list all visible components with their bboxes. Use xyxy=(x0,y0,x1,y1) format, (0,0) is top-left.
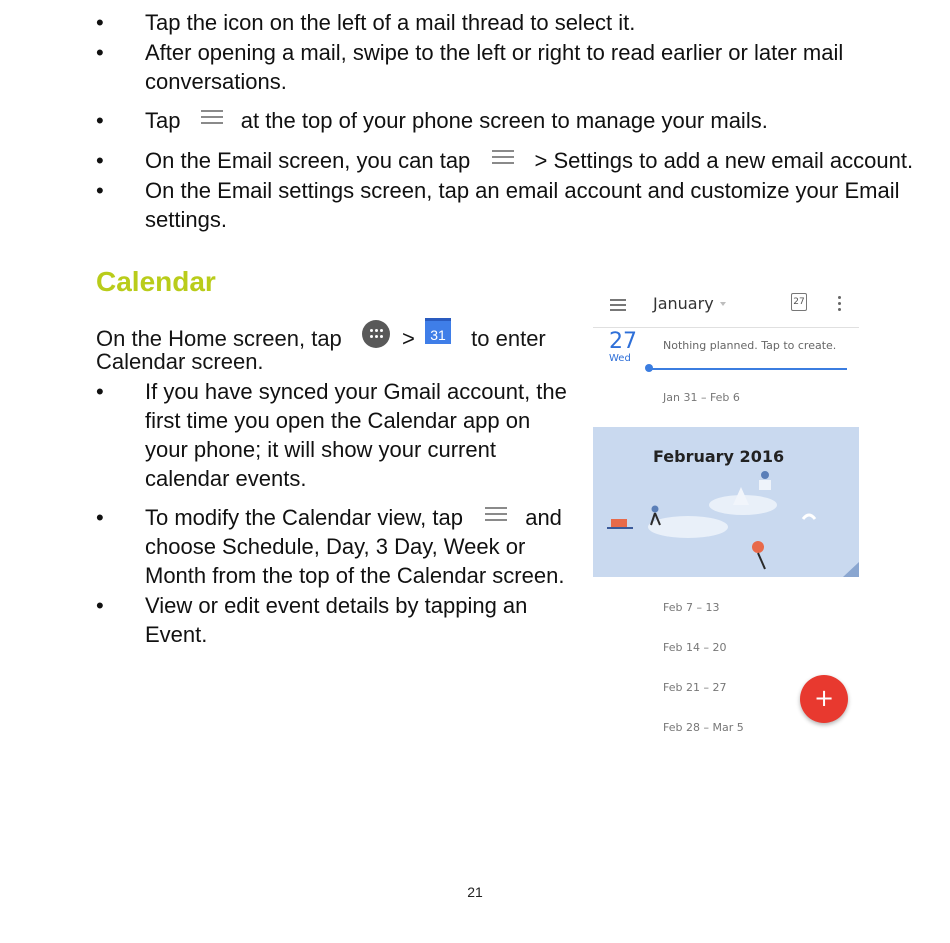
more-options-icon[interactable] xyxy=(837,296,841,312)
current-time-dot xyxy=(645,364,653,372)
menu-icon xyxy=(201,110,223,124)
calendar-app-screenshot xyxy=(593,283,859,753)
bullet-dot: • xyxy=(96,505,104,530)
calendar-tip-view-2: choose Schedule, Day, 3 Day, Week or xyxy=(145,534,526,559)
bullet-dot: • xyxy=(96,178,104,203)
bullet-dot: • xyxy=(96,379,104,404)
bullet-dot: • xyxy=(96,10,104,35)
add-event-button[interactable]: + xyxy=(800,675,848,723)
calendar-tip-view: To modify the Calendar view, tap and xyxy=(145,505,562,530)
calendar-tip-sync-2: first time you open the Calendar app on xyxy=(145,408,531,433)
day-number: 27 xyxy=(609,329,637,354)
email-tip-swipe: After opening a mail, swipe to the left or right to read earlier or later mail xyxy=(145,40,844,65)
week-range[interactable]: Feb 14 – 20 xyxy=(663,641,727,654)
week-range[interactable]: Feb 28 – Mar 5 xyxy=(663,721,744,734)
calendar-tip-sync-4: calendar events. xyxy=(145,466,307,491)
banner-month-title: February 2016 xyxy=(653,447,785,466)
month-selector[interactable]: January xyxy=(653,294,714,313)
calendar-tip-sync-3: your phone; it will show your current xyxy=(145,437,496,462)
email-tip-customize: On the Email settings screen, tap an email account and customize your Email xyxy=(145,178,900,203)
calendar-tip-sync-1: If you have synced your Gmail account, the xyxy=(145,379,567,404)
email-tip-customize-cont: settings. xyxy=(145,207,227,232)
email-tip-swipe-cont: conversations. xyxy=(145,69,287,94)
calendar-tip-edit-2: Event. xyxy=(145,622,208,647)
chevron-down-icon[interactable] xyxy=(720,302,726,306)
current-time-line xyxy=(650,368,847,370)
calendar-intro: On the Home screen, tap > 31 to enter xyxy=(96,318,546,353)
menu-icon xyxy=(485,507,507,521)
menu-icon[interactable] xyxy=(610,299,626,311)
calendar-tip-view-3: Month from the top of the Calendar screen. xyxy=(145,563,565,588)
email-tip-select: Tap the icon on the left of a mail thread to select it. xyxy=(145,10,636,35)
winter-illustration xyxy=(593,427,859,577)
bullet-dot: • xyxy=(96,148,104,173)
email-tip-manage: Tap at the top of your phone screen to manage your mails. xyxy=(145,108,768,133)
day-name: Wed xyxy=(609,353,631,364)
calendar-toolbar xyxy=(593,283,859,328)
nothing-planned-row[interactable]: Nothing planned. Tap to create. xyxy=(663,339,837,352)
apps-icon xyxy=(362,320,390,348)
bullet-dot: • xyxy=(96,108,104,133)
month-banner xyxy=(593,427,859,577)
bullet-dot: • xyxy=(96,593,104,618)
week-range[interactable]: Feb 21 – 27 xyxy=(663,681,727,694)
section-heading-calendar: Calendar xyxy=(96,266,216,297)
week-range[interactable]: Jan 31 – Feb 6 xyxy=(663,391,740,404)
page-number: 21 xyxy=(467,884,483,900)
calendar-intro-cont: Calendar screen. xyxy=(96,349,264,374)
bullet-dot: • xyxy=(96,40,104,65)
email-tip-settings: On the Email screen, you can tap > Settings to add a new email account. xyxy=(145,148,914,173)
week-range[interactable]: Feb 7 – 13 xyxy=(663,601,720,614)
today-calendar-icon[interactable]: 27 xyxy=(791,293,807,311)
calendar-tip-edit-1: View or edit event details by tapping an xyxy=(145,593,528,618)
menu-icon xyxy=(492,150,514,164)
calendar-app-icon: 31 xyxy=(425,318,451,344)
